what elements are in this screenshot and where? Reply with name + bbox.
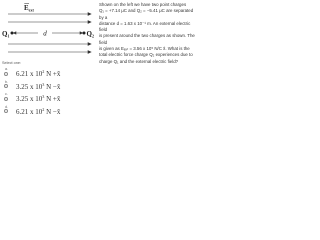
option-answer[interactable]: 3.25 x $10^3$ N −x̂ bbox=[16, 81, 61, 91]
problem-line: charge Q₁ and the external electric field? bbox=[99, 58, 179, 64]
option-a[interactable] bbox=[2, 66, 122, 79]
charge-q2-label: $Q_2$ bbox=[86, 30, 94, 39]
option-letter: d. bbox=[5, 104, 8, 109]
field-label: $E_{ext}$ bbox=[24, 4, 34, 13]
charge-diagram bbox=[0, 0, 98, 60]
problem-line: Shown on the left we have two point charges bbox=[99, 2, 187, 7]
radio-button-c[interactable] bbox=[4, 97, 8, 101]
problem-statement bbox=[99, 2, 198, 65]
option-b[interactable] bbox=[2, 79, 122, 92]
option-answer[interactable]: 6.21 x $10^2$ N +x̂ bbox=[16, 69, 61, 78]
charge-q1-label: $Q_1$ bbox=[2, 30, 10, 39]
select-one-label: Select one: bbox=[2, 61, 21, 65]
charge-q2-dot bbox=[83, 32, 86, 35]
option-c[interactable] bbox=[2, 91, 122, 104]
option-letter: b. bbox=[5, 79, 8, 84]
problem-line: Q₁ = +7.14 μC and Q₂ = −5.41 μC are separated by a bbox=[99, 8, 194, 20]
charge-q1-dot bbox=[11, 32, 14, 35]
option-answer[interactable]: 6.21 x $10^2$ N −x̂ bbox=[16, 106, 61, 116]
option-letter: c. bbox=[5, 92, 8, 96]
problem-line: is present around the two charges as shown. The field bbox=[99, 33, 195, 45]
radio-button-a[interactable] bbox=[4, 72, 8, 76]
problem-line: total electric force charge Q₂ experiences due to bbox=[99, 52, 193, 58]
option-letter: a. bbox=[5, 67, 8, 71]
answer-options bbox=[2, 66, 122, 116]
problem-line: is given as Eₑₓₜ = 3.56 x 10⁵ N/C x̂. What is the bbox=[99, 46, 190, 52]
problem-line: distance d = 1.63 x 10⁻¹ m. An external electric field bbox=[99, 20, 191, 33]
distance-label: d bbox=[43, 29, 47, 38]
radio-button-d[interactable] bbox=[4, 109, 8, 113]
option-answer[interactable]: 3.25 x $10^3$ N +x̂ bbox=[16, 94, 61, 103]
option-d[interactable] bbox=[2, 104, 122, 117]
radio-button-b[interactable] bbox=[4, 84, 8, 88]
